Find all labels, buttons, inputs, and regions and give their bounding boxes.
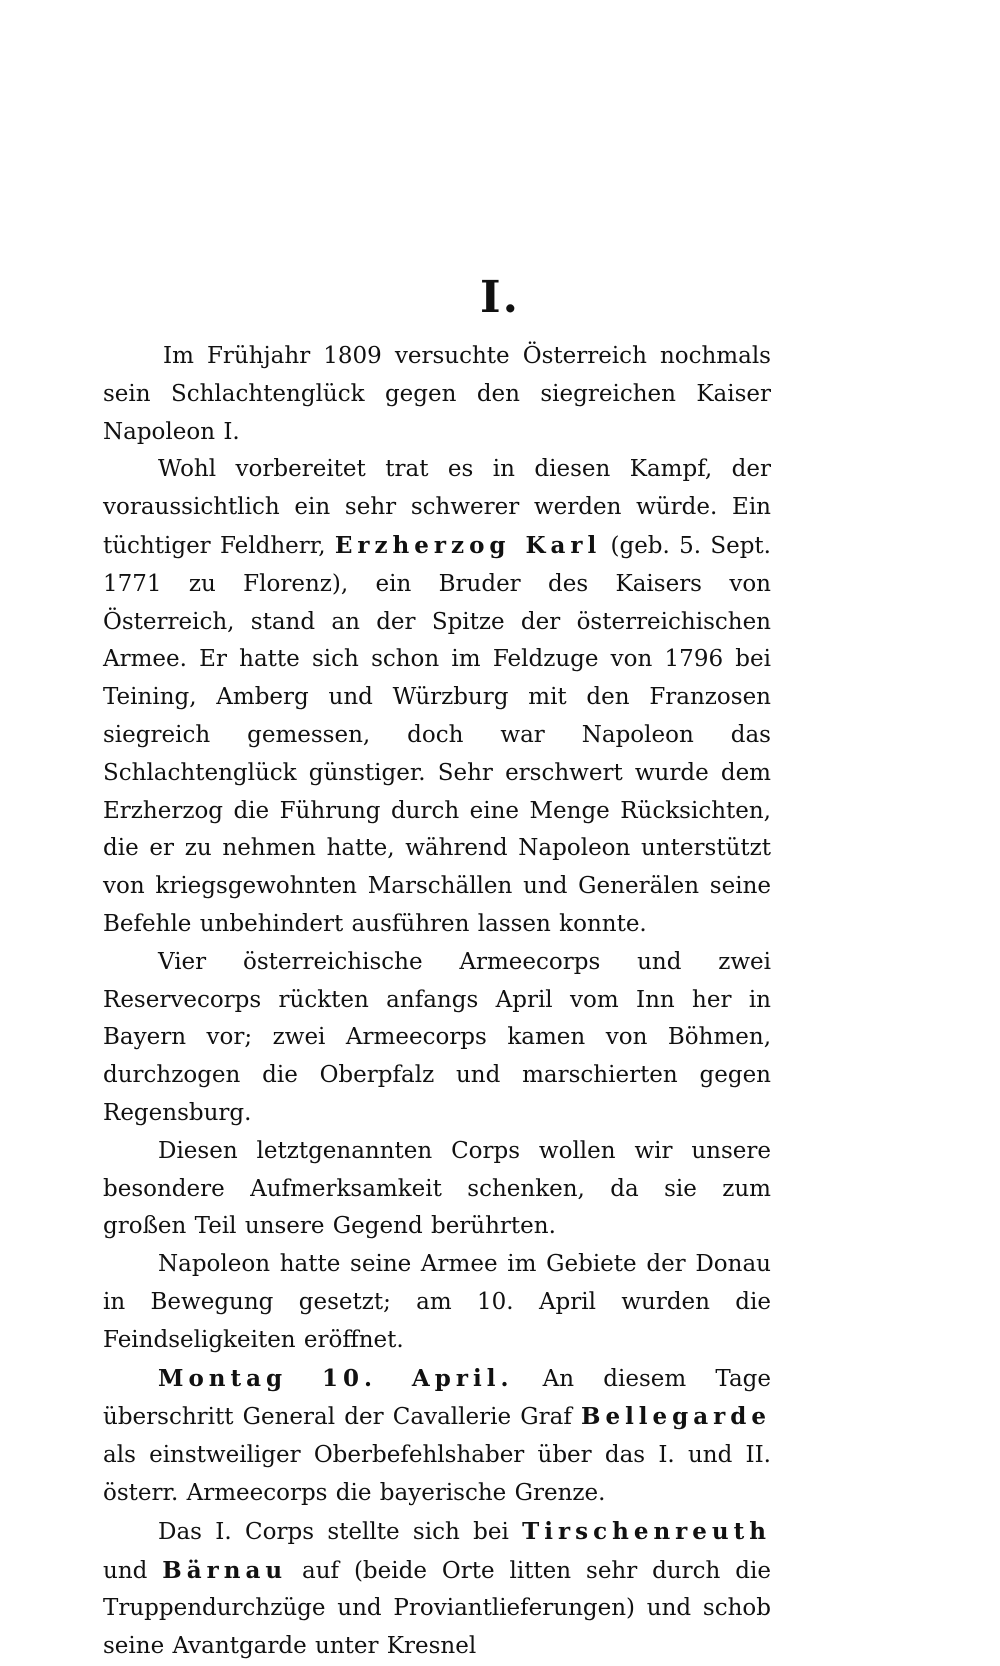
text-segment: An diesem Tage überschritt General der Cavallerie Graf — [103, 1365, 772, 1431]
spaced-name: Bellegarde — [581, 1403, 771, 1431]
spaced-place: Tirschenreuth — [522, 1517, 771, 1545]
text-segment: Im Frühjahr 1809 versuchte Österreich nochmals sein Schlachtenglück gegen den siegreichen Kaiser Napoleon I. — [103, 343, 771, 445]
paragraph — [103, 1246, 771, 1359]
paragraph — [103, 1133, 771, 1246]
paragraph — [103, 1360, 771, 1513]
spaced-name: Erzherzog Karl — [334, 531, 602, 559]
spaced-date: Montag 10. April. — [158, 1364, 514, 1392]
body-text — [103, 338, 771, 1666]
text-segment: als einstweiliger Oberbefehlshaber über das I. und II. österr. Armeecorps die bayerische Grenze. — [103, 1442, 771, 1506]
text-segment: Das I. Corps stellte sich bei — [158, 1518, 523, 1545]
paragraph — [103, 1513, 771, 1666]
text-segment: Vier österreichische Armeecorps und zwei Reservecorps rückten anfangs April vom Inn her in Bayern vor; zwei Armeecorps kamen von Böhmen, durchzogen die Oberpfalz und marschierten gegen Regensburg. — [103, 948, 771, 1126]
text-segment: Napoleon hatte seine Armee im Gebiete der Donau in Bewegung gesetzt; am 10. April wurden die Feindseligkeiten eröffnet. — [103, 1251, 771, 1353]
paragraph — [103, 338, 771, 451]
chapter-number: I. — [480, 272, 520, 323]
text-segment: auf (beide Orte litten sehr durch die Truppendurchzüge und Proviantlieferungen) und schob seine Avantgarde unter Kresnel — [103, 1557, 771, 1660]
spaced-place: Bärnau — [162, 1556, 288, 1584]
paragraph — [103, 451, 771, 943]
text-segment: Diesen letztgenannten Corps wollen wir unsere besondere Aufmerksamkeit schenken, da sie zum großen Teil unsere Gegend berührten. — [103, 1137, 771, 1240]
paragraph — [103, 944, 771, 1133]
text-segment: Wohl vorbereitet trat es in diesen Kampf, der voraussichtlich ein sehr schwerer werden würde. Ein tüchtiger Feldherr, — [103, 456, 771, 559]
text-segment: und — [103, 1557, 163, 1584]
text-segment: (geb. 5. Sept. 1771 zu Florenz), ein Bruder des Kaisers von Österreich, stand an der Spitze der österreichischen Armee. Er hatte sich schon im Feldzuge von 1796 bei Teining, Amberg und Würzburg mit den Franzosen siegreich gemessen, doch war Napoleon das Schlachtenglück günstiger. Sehr erschwert wurde dem Erzherzog die Führung durch eine Menge Rücksichten, die er zu nehmen hatte, während Napoleon unterstützt von kriegsgewohnten Marschällen und Generälen seine Befehle unbehindert ausführen lassen konnte. — [103, 532, 771, 937]
